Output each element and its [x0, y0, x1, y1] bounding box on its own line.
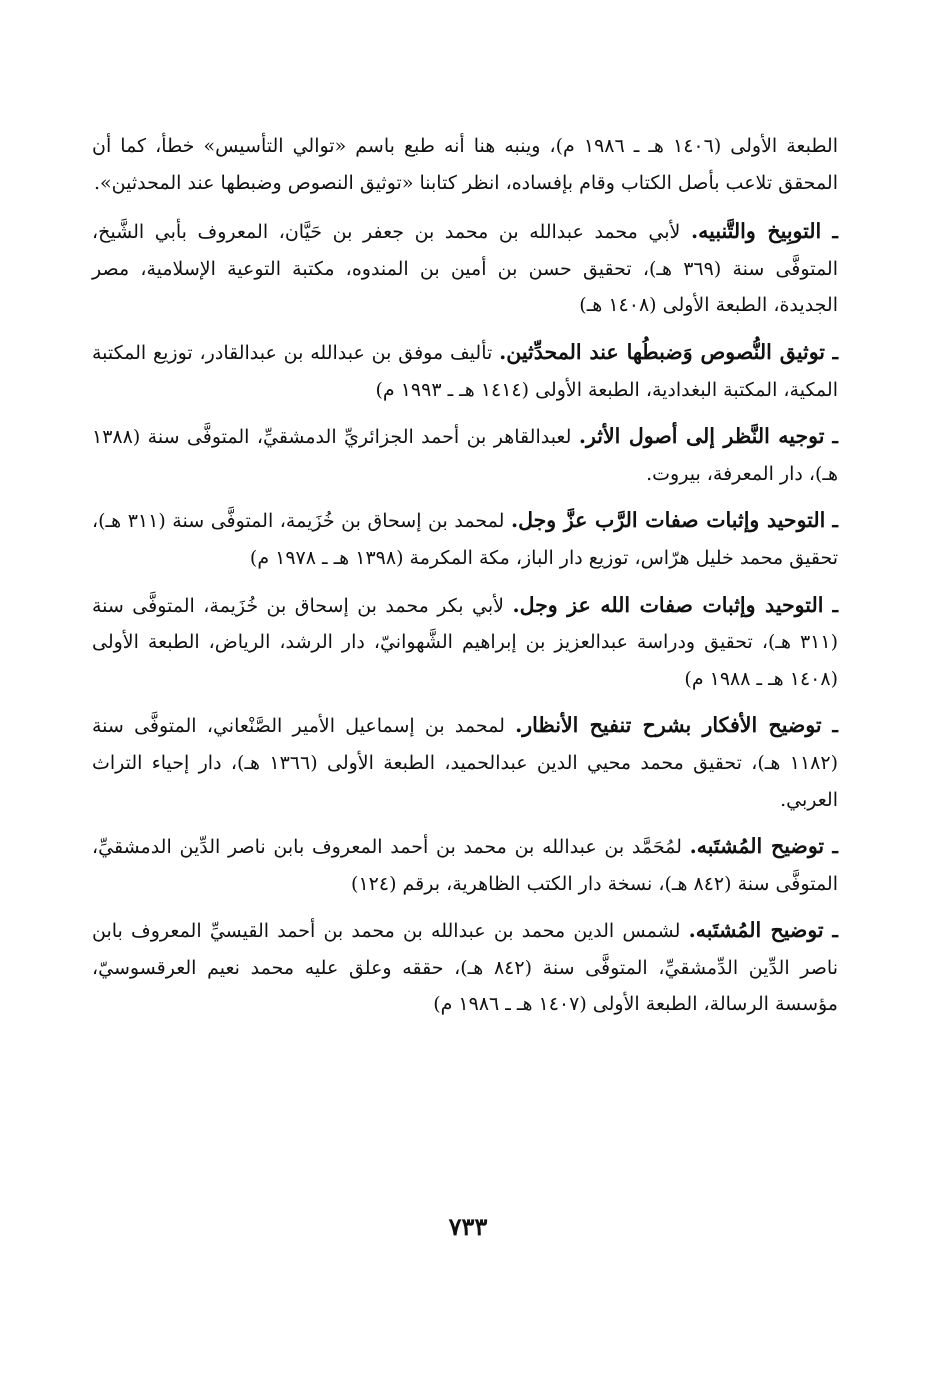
entry-text: لعبدالقاهر بن أحمد الجزائريِّ الدمشقيِّ، المتوفَّى سنة (١٣٨٨ هـ)، دار المعرفة، بيروت. [92, 426, 838, 485]
entry-text: لمحمد بن إسماعيل الأمير الصَّنْعاني، المتوفَّى سنة (١١٨٢ هـ)، تحقيق محمد محيي الدين عبدالحميد، الطبعة الأولى (١٣٦٦ هـ)، دار إحياء التراث العربي. [92, 715, 838, 811]
bibliography-entry: ـ توضيح المُشتَبه. لمُحَمَّد بن عبدالله بن محمد بن أحمد المعروف بابن ناصر الدِّين الدمشقيِّ، المتوفَّى سنة (٨٤٢ هـ)، نسخة دار الكتب الظاهرية، برقم (١٢٤) [92, 834, 838, 895]
entry-text: لمحمد بن إسحاق بن خُزَيمة، المتوفَّى سنة (٣١١ هـ)، تحقيق محمد خليل هرّاس، توزيع دار الباز، مكة المكرمة (١٣٩٨ هـ ـ ١٩٧٨ م) [92, 510, 838, 569]
entry-text: لمُحَمَّد بن عبدالله بن محمد بن أحمد المعروف بابن ناصر الدِّين الدمشقيِّ، المتوفَّى سنة (٨٤٢ هـ)، نسخة دار الكتب الظاهرية، برقم (١٢٤) [92, 836, 838, 895]
entry-title: توضيح الأفكار بشرح تنفيح الأنظار. [515, 713, 822, 738]
bibliography-entry: ـ التوحيد وإثبات صفات الله عز وجل. لأبي بكر محمد بن إسحاق بن خُزَيمة، المتوفَّى سنة (٣١١ هـ)، تحقيق ودراسة عبدالعزيز بن إبراهيم الشَّهوانيّ، دار الرشد، الرياض، الطبعة الأولى (١٤٠٨ هـ ـ ١٩٨٨ م) [92, 592, 839, 690]
entry-text: لأبي محمد عبدالله بن محمد بن جعفر بن حَيَّان، المعروف بأبي الشَّيخ، المتوفَّى سنة (٣٦٩ هـ)، تحقيق حسن بن أمين بن المندوه، مكتبة التوعية الإسلامية، مصر الجديدة، الطبعة الأولى (١٤٠٨ هـ) [92, 221, 838, 317]
bibliography-entry: ـ توضيح الأفكار بشرح تنفيح الأنظار. لمحمد بن إسماعيل الأمير الصَّنْعاني، المتوفَّى سنة (١١٨٢ هـ)، تحقيق محمد محيي الدين عبدالحميد، الطبعة الأولى (١٣٦٦ هـ)، دار إحياء التراث العربي. [92, 713, 838, 811]
bibliography-entry: ـ توثيق النُّصوص وَضبطُها عند المحدِّثين. تأليف موفق بن عبدالله بن عبدالقادر، توزيع المكتبة المكية، المكتبة البغدادية، الطبعة الأولى (١٤١٤ هـ ـ ١٩٩٣ م) [92, 339, 839, 401]
entry-title: توضيح المُشتَبه. [688, 918, 824, 943]
entry-title: التوحيد وإثبات صفات الله عز وجل. [512, 592, 824, 617]
bibliography-text [92, 128, 838, 1033]
bibliography-entry: ـ التوحيد وإثبات صفات الرَّب عزَّ وجل. لمحمد بن إسحاق بن خُزَيمة، المتوفَّى سنة (٣١١ هـ)، تحقيق محمد خليل هرّاس، توزيع دار الباز، مكة المكرمة (١٣٩٨ هـ ـ ١٩٧٨ م) [92, 508, 839, 569]
entry-text: لشمس الدين محمد بن عبدالله بن محمد بن أحمد القيسيِّ المعروف بابن ناصر الدِّين الدِّمشقيِّ، المتوفَّى سنة (٨٤٢ هـ)، حققه وعلق عليه محمد نعيم العرقسوسيّ، مؤسسة الرسالة، الطبعة الأولى (١٤٠٧ هـ ـ ١٩٨٦ م) [92, 920, 838, 1016]
entry-title: التوبِيخ والتَّنبيه. [691, 219, 822, 244]
bibliography-entry: ـ التوبِيخ والتَّنبيه. لأبي محمد عبدالله بن محمد بن جعفر بن حَيَّان، المعروف بأبي الشَّيخ، المتوفَّى سنة (٣٦٩ هـ)، تحقيق حسن بن أمين بن المندوه، مكتبة التوعية الإسلامية، مصر الجديدة، الطبعة الأولى (١٤٠٨ هـ) [92, 219, 838, 317]
intro-paragraph: الطبعة الأولى (١٤٠٦ هـ ـ ١٩٨٦ م)، وينبه هنا أنه طبع باسم «توالي التأسيس» خطأ، كما أن المحقق تلاعب بأصل الكتاب وقام بإفساده، انظر كتابنا «توثيق النصوص وضبطها عند المحدثين». [92, 135, 838, 194]
bibliography-entry: ـ توجيه النَّظر إلى أصول الأثر. لعبدالقاهر بن أحمد الجزائريِّ الدمشقيِّ، المتوفَّى سنة (١٣٨٨ هـ)، دار المعرفة، بيروت. [92, 424, 838, 485]
entry-text: تأليف موفق بن عبدالله بن عبدالقادر، توزيع المكتبة المكية، المكتبة البغدادية، الطبعة الأولى (١٤١٤ هـ ـ ١٩٩٣ م) [92, 341, 838, 401]
entry-title: التوحيد وإثبات صفات الرَّب عزَّ وجل. [510, 508, 826, 533]
entry-text: لأبي بكر محمد بن إسحاق بن خُزَيمة، المتوفَّى سنة (٣١١ هـ)، تحقيق ودراسة عبدالعزيز بن إبراهيم الشَّهوانيّ، دار الرشد، الرياض، الطبعة الأولى (١٤٠٨ هـ ـ ١٩٨٨ م) [92, 594, 838, 690]
entry-title: توضيح المُشتَبه. [689, 834, 825, 859]
entry-title: توجيه النَّظر إلى أصول الأثر. [578, 424, 825, 449]
entry-title: توثيق النُّصوص وَضبطُها عند المحدِّثين. [499, 339, 826, 364]
page-number: ٧٣٣ [448, 1212, 488, 1241]
bibliography-entry: ـ توضيح المُشتَبه. لشمس الدين محمد بن عبدالله بن محمد بن أحمد القيسيِّ المعروف بابن ناصر الدِّين الدِّمشقيِّ، المتوفَّى سنة (٨٤٢ هـ)، حققه وعلق عليه محمد نعيم العرقسوسيّ، مؤسسة الرسالة، الطبعة الأولى (١٤٠٧ هـ ـ ١٩٨٦ م) [92, 918, 839, 1016]
